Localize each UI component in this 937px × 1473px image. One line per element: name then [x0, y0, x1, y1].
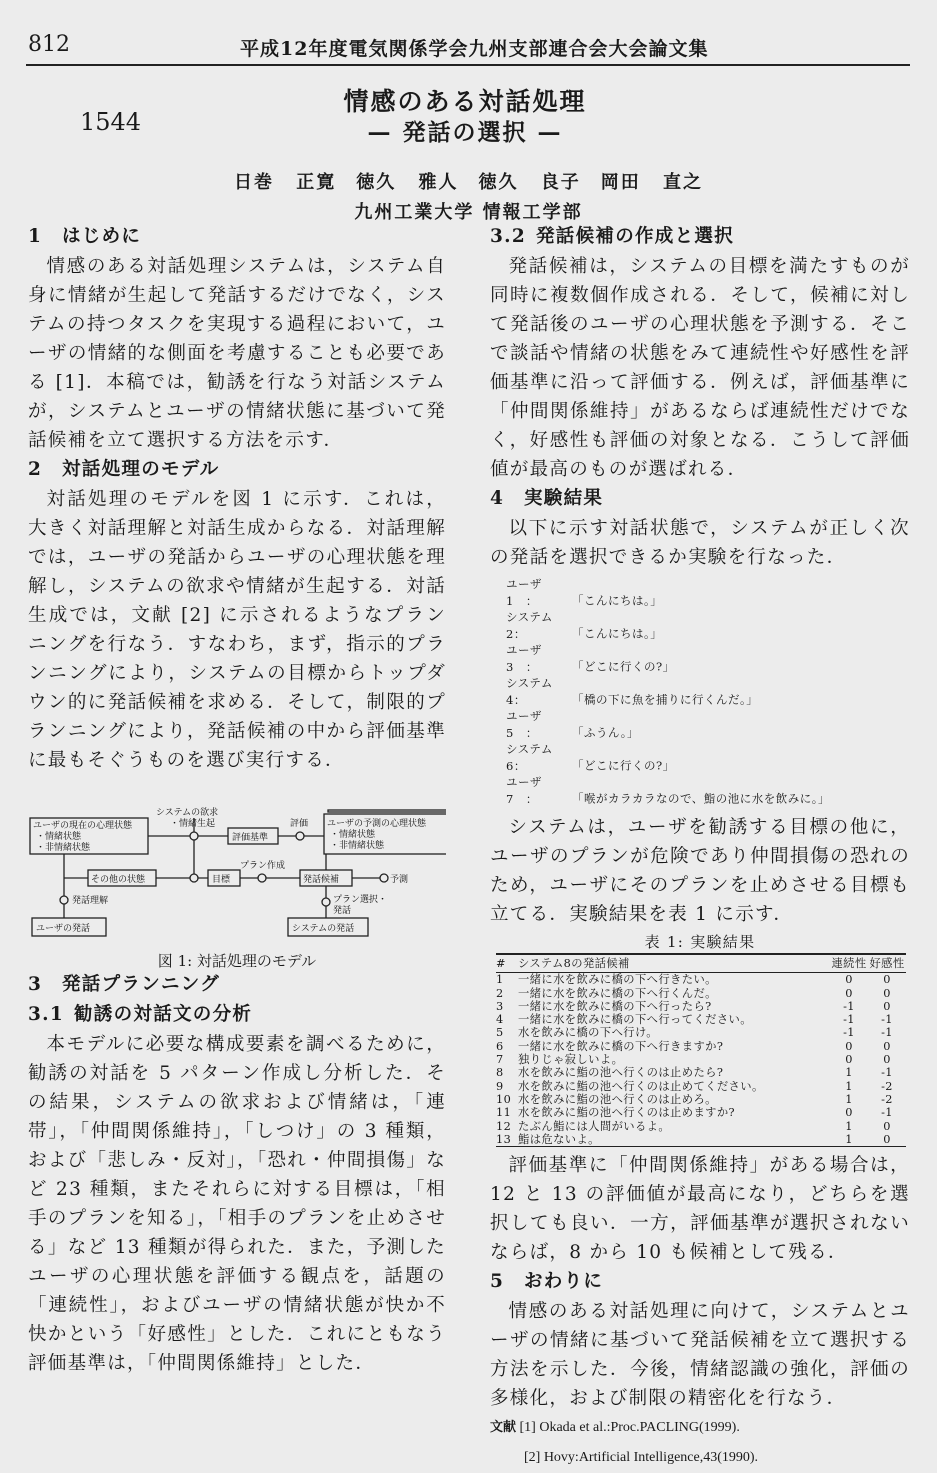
dialogue-line: ユーザ3 ： 「どこに行くの?」 [506, 643, 675, 674]
paragraph: 対話処理のモデルを図 1 に示す．これは，大きく対話理解と対話生成からなる．対話理解では，ユーザの発話からユーザの心理状態を理解し，システムの欲求や情緒が生起する．対話生成では，文献 [2] に示されるようなプランニングを行なう．すなわち，まず，指示的プランニングにより，システムの目標からトップダウン的に発話候補を求める．そして，制限的プランニングにより，発話候補の中から評価基準に最もそぐうものを選び実行する． [28, 489, 446, 771]
reference-2: [2] Hovy:Artificial Intelligence,43(1990). [524, 1450, 759, 1466]
dialogue-line: ユーザ5 ： 「ふうん。」 [506, 709, 639, 740]
section-number: 3.2 [490, 226, 527, 247]
fig-user-state-pred: ユーザの予測の心理状態 [327, 819, 427, 829]
section-title: 勧誘の対話文の分析 [74, 1004, 253, 1025]
journal-title: 平成12年度電気関係学会九州支部連合会大会論文集 [240, 38, 709, 60]
fig-emotion-state: ・情緒状態 [36, 832, 82, 842]
paragraph: 以下に示す対話状態で，システムが正しく次の発話を選択できるか実験を行なった． [490, 518, 910, 568]
table-row: 12 たぶん鮨には人間がいるよ。 1 0 [496, 1119, 891, 1133]
col-header-number: # [496, 954, 518, 973]
table-row: 3 一緒に水を飲みに橋の下へ行ったら? -1 0 [496, 999, 891, 1013]
section-title: 実験結果 [524, 488, 604, 509]
section-title: はじめに [62, 226, 142, 247]
section-title: 発話候補の作成と選択 [536, 226, 735, 247]
fig-criteria: 評価基準 [232, 833, 269, 843]
section-title: 対話処理のモデル [62, 459, 220, 480]
fig-goal: 目標 [212, 875, 231, 885]
col-header-favorability: 好感性 [868, 954, 906, 973]
col-header-candidate: システム8の発話候補 [518, 954, 830, 973]
affiliation: 九州工業大学 情報工学部 [354, 202, 583, 223]
section-heading [490, 1267, 910, 1297]
right-column [490, 222, 910, 1473]
table-row: 5 水を飲みに橋の下へ行け。 -1 -1 [496, 1026, 893, 1040]
authors: 日巻 正寛 徳久 雅人 徳久 良子 岡田 直之 [233, 172, 704, 193]
paragraph: 評価基準に「仲間関係維持」がある場合は，12 と 13 の評価値が最高になり，どちらを選択しても良い．一方，評価基準が選択されないならば，8 から 10 も候補として残る． [490, 1155, 910, 1264]
figure-caption: 図 1: 対話処理のモデル [157, 952, 317, 970]
section-heading [28, 1000, 446, 1030]
fig-emotion-arise: ・情緒生起 [170, 819, 216, 829]
fig-user-utterance: ユーザの発話 [36, 924, 91, 934]
paragraph: 情感のある対話処理に向けて，システムとユーザの情緒に基づいて発話候補を立て選択する方法を示した．今後，情緒認識の強化，評価の多様化，および制限の精密化を行なう． [490, 1301, 910, 1410]
references [490, 1413, 910, 1443]
fig-other-state: その他の状態 [91, 875, 146, 885]
fig-evaluation: 評価 [290, 819, 309, 829]
paper-subtitle: — 発話の選択 — [367, 119, 563, 146]
reference-1: [1] Okada et al.:Proc.PACLING(1999). [519, 1420, 740, 1436]
dialogue [506, 576, 910, 807]
table-row: 13 鮨は危ないよ。 1 0 [496, 1133, 906, 1147]
dialogue-line: システム4： 「橋の下に魚を捕りに行くんだ。」 [506, 676, 759, 707]
paragraph: 本モデルに必要な構成要素を調べるために，勧誘の対話を 5 パターン作成し分析した．その結果，システムの欲求および情緒は，「連帯」，「仲間関係維持」，「しつけ」の 3 種類，および「悲しみ・反対」，「恐れ・仲間損傷」など 23 種類，またそれらに対する目標は，「相手のプランを知る」，「相手のプランを止めさせる」など 13 種類が得られた．また，予測したユーザの心理状態を評価する観点を，話題の「連続性」，およびユーザの情緒状態が快か不快かという「好感性」とした．これにともなう評価基準は，「仲間関係維持」とした． [28, 1034, 446, 1374]
paragraph: 情感のある対話処理システムは，システム自身に情緒が生起して発話するだけでなく，システムの持つタスクを実現する過程において，ユーザの情緒的な側面を考慮することも必要である [1]．本稿では，勧誘を行なう対話システムが，システムとユーザの情緒状態に基づいて発話候補を立て選択する方法を示す． [28, 256, 446, 451]
table-row: 9 水を飲みに鮨の池へ行くのは止めてください。 1 -2 [496, 1079, 893, 1093]
dialogue-line: システム2： 「こんにちは。」 [506, 610, 663, 641]
left-column [28, 222, 446, 775]
fig-utter: 発話 [333, 906, 352, 916]
table-row: 11 水を飲みに鮨の池へ行くのは止めますか? 0 -1 [496, 1106, 893, 1120]
dialogue-line: ユーザ7 ： 「喉がカラカラなので、鮨の池に水を飲みに。」 [506, 775, 831, 806]
fig-non-emotion-state-pred: ・非情緒状態 [330, 841, 385, 851]
section-number: 1 [28, 226, 43, 247]
header-rule [26, 64, 910, 66]
table-row: 7 独りじゃ寂しいよ。 0 0 [496, 1053, 891, 1067]
dialogue-line: システム6： 「どこに行くの?」 [506, 742, 675, 773]
section-number: 3.1 [28, 1004, 65, 1025]
table-caption: 表 1: 実験結果 [644, 933, 756, 951]
fig-system-utterance: システムの発話 [292, 924, 355, 934]
fig-candidates: 発話候補 [303, 875, 340, 885]
table-row: 4 一緒に水を飲みに橋の下へ行ってください。 -1 -1 [496, 1013, 893, 1027]
table-row: 10 水を飲みに鮨の池へ行くのは止めろ。 1 -2 [496, 1092, 893, 1106]
table-row: 8 水を飲みに鮨の池へ行くのは止めたら? 1 -1 [496, 1066, 893, 1080]
section-heading [28, 455, 446, 485]
section-number: 4 [490, 488, 505, 509]
section-number: 5 [490, 1271, 505, 1293]
model-diagram [28, 806, 446, 946]
table-row: 2 一緒に水を飲みに橋の下へ行くんだ。 0 0 [496, 986, 891, 1000]
fig-predict: 予測 [390, 875, 409, 885]
section-heading [28, 970, 446, 1000]
dialogue-line: ユーザ1 ： 「こんにちは。」 [506, 577, 663, 608]
table-row: 6 一緒に水を飲みに橋の下へ行きますか? 0 0 [496, 1039, 891, 1053]
paragraph: 発話候補は，システムの目標を満たすものが同時に複数個作成される．そして，候補に対して発話後のユーザの心理状態を予測する．そこで談話や情緒の状態をみて連続性や好感性を評価基準に沿って評価する．例えば，評価基準に「仲間関係維持」があるならば連続性だけでなく，好感性も評価の対象となる．こうして評価値が最高のものが選ばれる． [490, 256, 910, 480]
section-number: 3 [28, 974, 43, 995]
paper-number: 1544 [80, 108, 142, 136]
fig-understand: 発話理解 [72, 896, 109, 906]
section-heading [490, 222, 910, 252]
references-label: 文献 [490, 1420, 517, 1436]
left-column-lower [28, 970, 446, 1378]
section-heading [490, 484, 910, 514]
paper-title: 情感のある対話処理 [343, 87, 587, 116]
section-number: 2 [28, 459, 43, 480]
fig-emotion-state-pred: ・情緒状態 [330, 830, 376, 840]
fig-user-state-now: ユーザの現在の心理状態 [33, 821, 133, 831]
fig-desire: システムの欲求 [156, 808, 219, 818]
section-title: 発話プランニング [62, 974, 221, 995]
paragraph: システムは，ユーザを勧誘する目標の他に，ユーザのプランが危険であり仲間損傷の恐れのため，ユーザにそのプランを止めさせる目標も立てる．実験結果を表 1 に示す． [490, 817, 910, 925]
table-row: 1 一緒に水を飲みに橋の下へ行きたい。 0 0 [496, 973, 891, 987]
fig-plan-create: プラン作成 [240, 861, 286, 871]
section-title: おわりに [524, 1271, 604, 1293]
table-header-row [496, 954, 906, 973]
col-header-continuity: 連続性 [830, 954, 868, 973]
section-heading [28, 222, 446, 252]
results-table [496, 953, 906, 1147]
page-number: 812 [28, 32, 70, 57]
fig-plan-select: プラン選択・ [333, 895, 388, 905]
fig-non-emotion-state: ・非情緒状態 [36, 843, 91, 853]
